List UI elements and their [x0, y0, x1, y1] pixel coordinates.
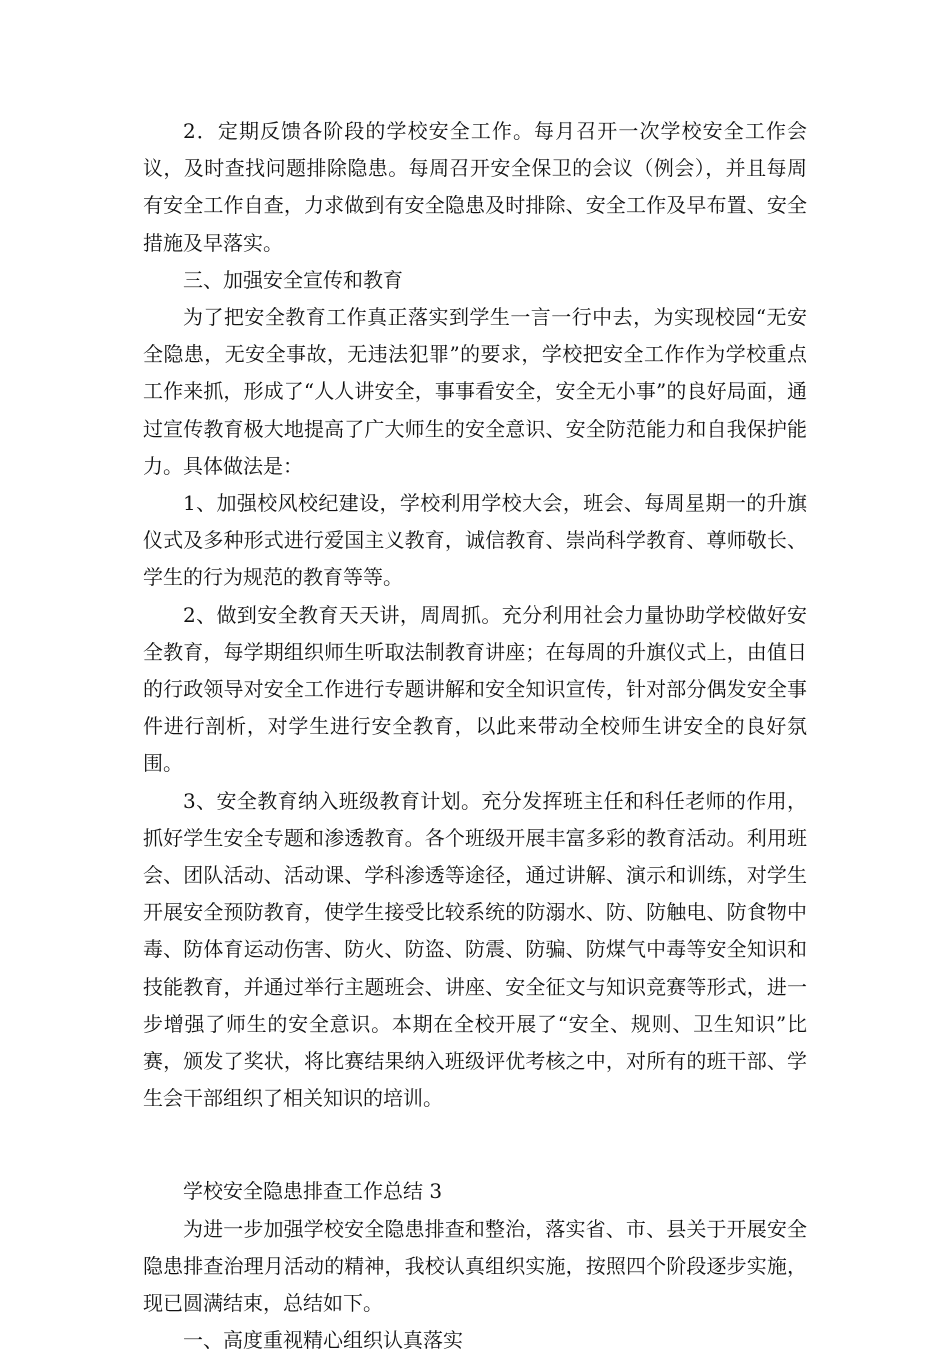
paragraph-item-1: 1、加强校风校纪建设，学校利用学校大会，班会、每周星期一的升旗仪式及多种形式进行爱国主义教育，诚信教育、崇尚科学教育、尊师敬长、学生的行为规范的教育等等。 [143, 491, 807, 590]
paragraph-intro: 为了把安全教育工作真正落实到学生一言一行中去，为实现校园“无安全隐患，无安全事故，无违法犯罪”的要求，学校把安全工作作为学校重点工作来抓，形成了“人人讲安全，事事看安全，安全无小事”的良好局面，通过宣传教育极大地提高了广大师生的安全意识、安全防范能力和自我保护能力。具体做法是： [143, 305, 807, 478]
paragraph-feedback: 2．定期反馈各阶段的学校安全工作。每月召开一次学校安全工作会议，及时查找问题排除隐患。每周召开安全保卫的会议（例会），并且每周有安全工作自查，力求做到有安全隐患及时排除、安全工作及早布置、安全措施及早落实。 [143, 119, 807, 255]
heading-organization: 一、高度重视精心组织认真落实 [183, 1328, 463, 1353]
document-body [143, 113, 807, 1360]
section-heading: 学校安全隐患排查工作总结 3 [183, 1179, 443, 1204]
paragraph-item-3: 3、安全教育纳入班级教育计划。充分发挥班主任和科任老师的作用，抓好学生安全专题和渗透教育。各个班级开展丰富多彩的教育活动。利用班会、团队活动、活动课、学科渗透等途径，通过讲解、演示和训练，对学生开展安全预防教育，使学生接受比较系统的防溺水、防、防触电、防食物中毒、防体育运动伤害、防火、防盗、防震、防骗、防煤气中毒等安全知识和技能教育，并通过举行主题班会、讲座、安全征文与知识竞赛等形式，进一步增强了师生的安全意识。本期在全校开展了“安全、规则、卫生知识”比赛，颁发了奖状，将比赛结果纳入班级评优考核之中，对所有的班干部、学生会干部组织了相关知识的培训。 [143, 788, 807, 1111]
paragraph-summary-intro: 为进一步加强学校安全隐患排查和整治，落实省、市、县关于开展安全隐患排查治理月活动的精神，我校认真组织实施，按照四个阶段逐步实施，现已圆满结束，总结如下。 [143, 1216, 807, 1316]
section-gap [143, 1117, 807, 1173]
paragraph-item-2: 2、做到安全教育天天讲，周周抓。充分利用社会力量协助学校做好安全教育，每学期组织师生听取法制教育讲座；在每周的升旗仪式上，由值日的行政领导对安全工作进行专题讲解和安全知识宣传，针对部分偶发安全事件进行剖析，对学生进行安全教育，以此来带动全校师生讲安全的良好氛围。 [143, 602, 807, 776]
heading-safety-education: 三、加强安全宣传和教育 [183, 267, 403, 292]
